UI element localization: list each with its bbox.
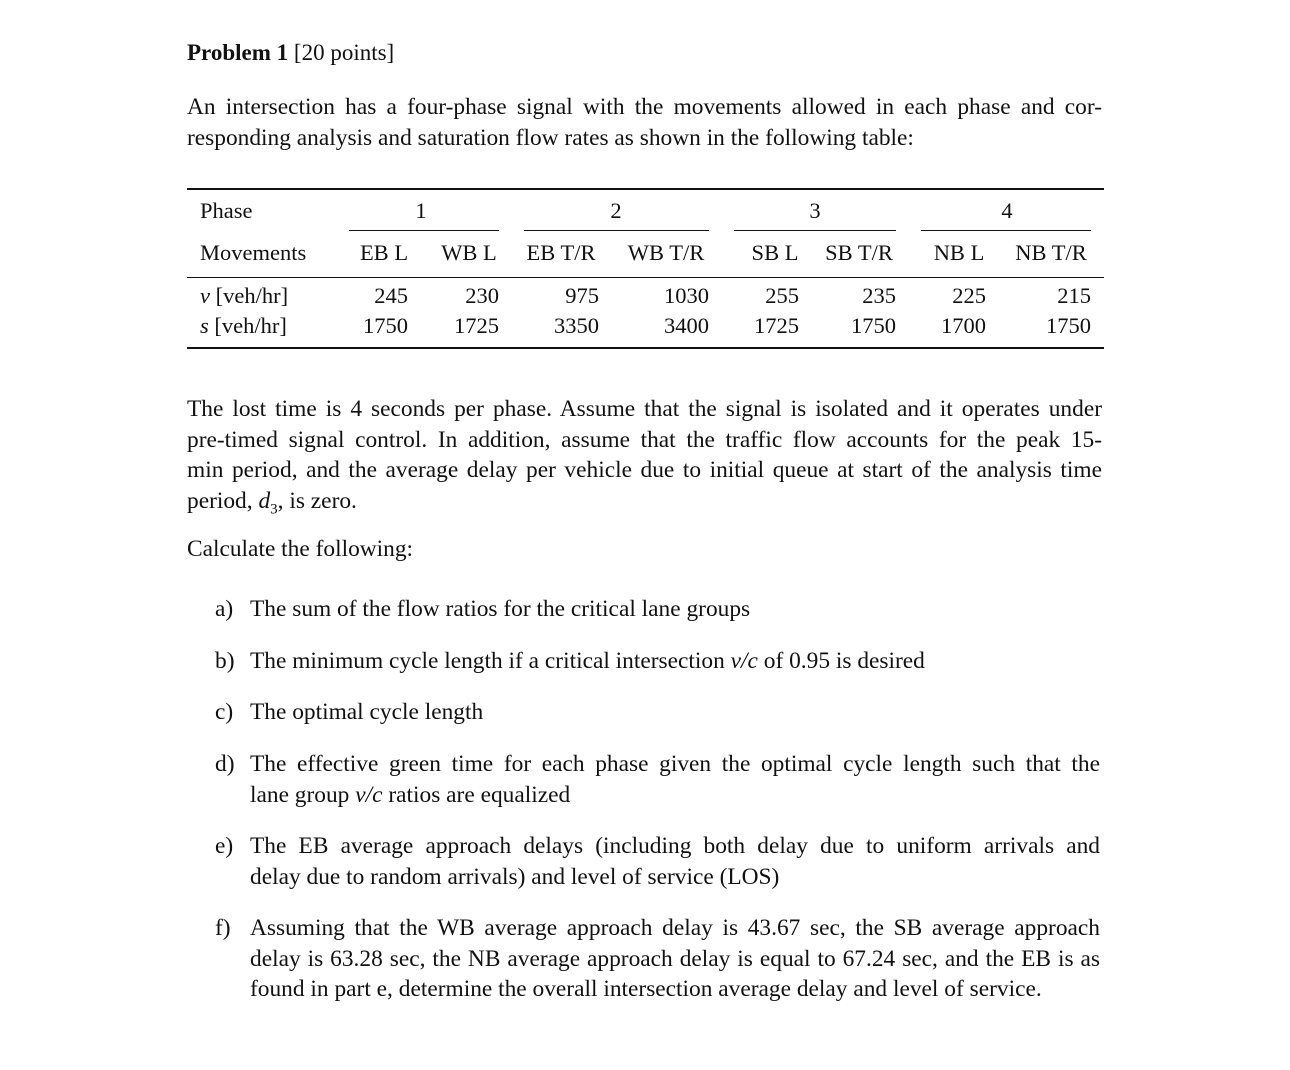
movements-label: Movements [200, 240, 307, 265]
phase-2: 2 [610, 198, 622, 223]
item-b-line [250, 646, 1100, 677]
item-f-line-2: delay is 63.28 sec, the NB average approach delay is equal to 67.24 sec, and the EB is as [250, 945, 1100, 972]
item-b-pre: The minimum cycle length if a critical intersection [250, 648, 731, 674]
s-sb-l: 1725 [754, 313, 799, 338]
v-row-label [200, 283, 288, 309]
s-sb-tr: 1750 [851, 313, 896, 338]
s-eb-l: 1750 [363, 313, 408, 338]
s-row-label [200, 313, 287, 339]
table-bottom-rule [187, 347, 1104, 349]
movement-wb-l: WB L [441, 240, 497, 265]
table-top-rule [187, 188, 1104, 190]
lost-time-line-4 [187, 486, 1102, 525]
item-d-ratio: v/c [355, 781, 383, 808]
v-unit: [veh/hr] [215, 283, 289, 308]
phase-4-rule [921, 230, 1091, 231]
lost-time-paragraph [187, 394, 1102, 525]
lost-time-line-2: pre-timed signal control. In addition, assume that the traffic flow accounts for the peak 15- [187, 426, 1102, 453]
s-eb-tr: 3350 [554, 313, 599, 338]
s-wb-tr: 3400 [664, 313, 709, 338]
v-eb-tr: 975 [565, 283, 599, 308]
intro-line-1: An intersection has a four-phase signal with the movements allowed in each phase and cor- [187, 94, 1102, 120]
item-a-text [250, 594, 1100, 625]
problem-points: [20 points] [293, 40, 395, 65]
phase-1: 1 [415, 198, 427, 223]
phase-3-rule [734, 230, 896, 231]
movement-nb-tr: NB T/R [1015, 240, 1087, 265]
table-mid-rule [187, 277, 1104, 278]
item-d-line-2 [250, 780, 1100, 811]
item-a-label: a) [215, 596, 234, 622]
item-b-ratio: v/c [730, 648, 758, 674]
phase-2-rule [524, 230, 709, 231]
item-f-text [250, 913, 1100, 1005]
intro-paragraph [187, 92, 1102, 153]
movement-sb-tr: SB T/R [825, 240, 893, 265]
d-subscript: 3 [270, 501, 278, 518]
problem-number: Problem 1 [187, 40, 289, 65]
phase-3: 3 [809, 198, 821, 223]
item-d-post: ratios are equalized [382, 781, 571, 808]
line4-post: , is zero. [277, 487, 357, 514]
item-a-line: The sum of the flow ratios for the critical lane groups [250, 596, 751, 622]
phase-1-rule [349, 230, 499, 231]
phase-label: Phase [200, 198, 253, 223]
v-wb-tr: 1030 [664, 283, 709, 308]
problem-title [187, 40, 394, 66]
movement-sb-l: SB L [751, 240, 799, 265]
v-nb-l: 225 [952, 283, 986, 308]
item-c-text [250, 697, 1100, 728]
item-c-label: c) [215, 699, 234, 725]
movement-nb-l: NB L [933, 240, 985, 265]
item-e-text [250, 831, 1100, 892]
s-nb-tr: 1750 [1046, 313, 1091, 338]
movement-eb-tr: EB T/R [526, 240, 596, 265]
phase-4: 4 [1001, 198, 1013, 223]
s-unit: [veh/hr] [214, 313, 287, 338]
v-sb-l: 255 [765, 283, 799, 308]
s-symbol: s [200, 313, 209, 338]
item-c-line: The optimal cycle length [250, 699, 484, 725]
item-f-line-1: Assuming that the WB average approach delay is 43.67 sec, the SB average approach [250, 915, 1100, 941]
item-d-label: d) [215, 751, 235, 777]
s-nb-l: 1700 [941, 313, 986, 338]
movement-eb-l: EB L [359, 240, 409, 265]
line4-pre: period, [187, 487, 259, 514]
item-b-label: b) [215, 648, 235, 674]
item-d-text [250, 749, 1100, 810]
v-wb-l: 230 [465, 283, 499, 308]
item-d-pre: lane group [250, 781, 356, 808]
item-f-label: f) [215, 915, 231, 941]
v-nb-tr: 215 [1057, 283, 1091, 308]
calc-heading: Calculate the following: [187, 536, 414, 562]
item-e-line-2: delay due to random arrivals) and level of service (LOS) [250, 863, 780, 890]
v-symbol: v [200, 283, 210, 308]
lost-time-line-1: The lost time is 4 seconds per phase. Assume that the signal is isolated and it operates under [187, 396, 1102, 422]
item-f-line-3: found in part e, determine the overall intersection average delay and level of service. [250, 976, 1042, 1002]
signal-table [187, 188, 1104, 350]
item-b-post: of 0.95 is desired [757, 648, 925, 674]
d-symbol: d [258, 487, 271, 514]
item-b-text [250, 646, 1100, 677]
item-e-line-1: The EB average approach delays (including both delay due to uniform arrivals and [250, 833, 1100, 859]
movement-wb-tr: WB T/R [627, 240, 705, 265]
intro-line-2: responding analysis and saturation flow rates as shown in the following table: [187, 124, 914, 151]
item-e-label: e) [215, 833, 234, 859]
lost-time-line-3: min period, and the average delay per vehicle due to initial queue at start of the analysis time [187, 457, 1102, 483]
v-sb-tr: 235 [862, 283, 896, 308]
v-eb-l: 245 [374, 283, 408, 308]
s-wb-l: 1725 [454, 313, 499, 338]
item-d-line-1: The effective green time for each phase given the optimal cycle length such that the [250, 751, 1100, 777]
